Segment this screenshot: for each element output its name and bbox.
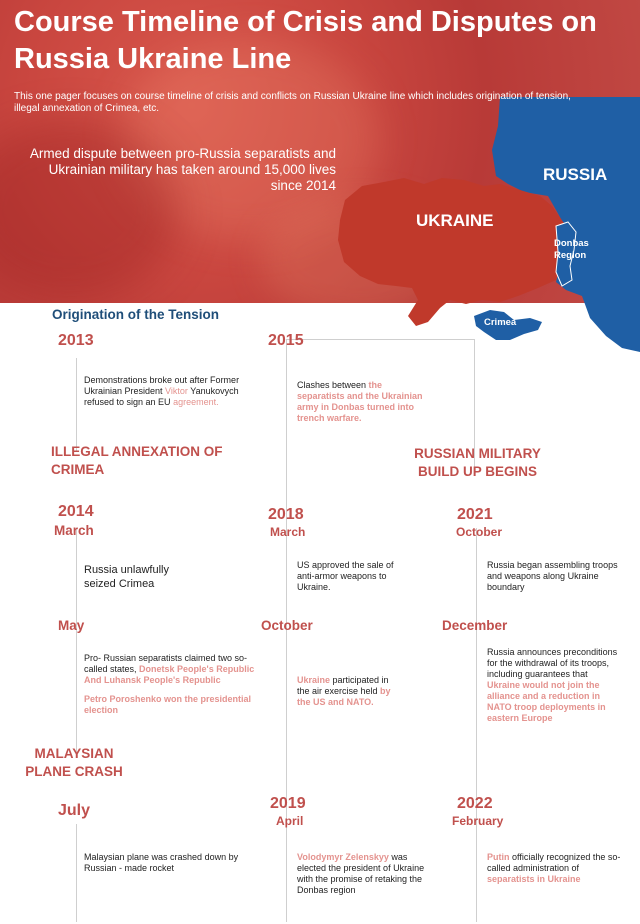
event-december-desc: Russia announces preconditions for the withdrawal of its troops, including guarantees that Ukraine would not join the alliance and a reduction in NATO troop deployments in eastern Europe	[487, 647, 618, 723]
donbas-label: Donbas Region	[554, 238, 589, 261]
year-2021: 2021	[457, 506, 493, 523]
month-april-2019: April	[276, 814, 304, 828]
page-subtitle: This one pager focuses on course timeline of crisis and conflicts on Russian Ukraine line which includes origination of tension, illegal annexation of Crimea, etc.	[14, 91, 571, 114]
event-2015-desc: Clashes between the separatists and the Ukrainian army in Donbas turned into trench warfare.	[297, 380, 423, 423]
timeline-connector	[286, 339, 474, 340]
event-2014-desc: Russia unlawfully seized Crimea	[84, 564, 169, 590]
section-title: Origination of the Tension	[52, 307, 219, 322]
event-july-desc: Malaysian plane was crashed down by Russian - made rocket	[84, 852, 239, 873]
month-march-2018: March	[270, 525, 306, 539]
event-2021-desc: Russia began assembling troops and weapons along Ukraine boundary	[487, 560, 618, 592]
month-july: July	[58, 802, 91, 819]
month-october-2018: October	[261, 618, 313, 633]
event-october-desc: Ukraine participated in the air exercise held by the US and NATO.	[297, 675, 391, 707]
year-2022: 2022	[457, 795, 493, 812]
timeline-connector	[76, 528, 77, 756]
crimea-label: Crimea	[484, 317, 517, 328]
event-2022-desc: Putin officially recognized the so-called administration of separatists in Ukraine	[487, 852, 621, 884]
casualty-quote: Armed dispute between pro-Russia separatists and Ukrainian military has taken around 15,000 lives since 2014	[29, 146, 336, 193]
event-2019-desc: Volodymyr Zelenskyy was elected the president of Ukraine with the promise of retaking the Donbas region	[297, 852, 425, 895]
year-2013: 2013	[58, 332, 94, 349]
heading-russian-military-buildup: RUSSIAN MILITARY BUILD UP BEGINS	[414, 446, 541, 479]
year-2015: 2015	[268, 332, 304, 349]
event-may-desc: Pro- Russian separatists claimed two so-called states, Donetsk People's Republic And Luhansk People's Republic Petro Poroshenko won the presidential election	[84, 653, 255, 715]
event-2013-desc: Demonstrations broke out after Former Ukrainian President Viktor Yanukovych refused to sign an EU agreement.	[84, 375, 240, 407]
year-2014: 2014	[58, 503, 94, 520]
month-october-2021: October	[456, 525, 503, 539]
month-march-2014: March	[54, 523, 94, 538]
event-2018-desc: US approved the sale of anti-armor weapons to Ukraine.	[297, 560, 394, 592]
heading-malaysian-plane-crash: MALAYSIAN PLANE CRASH	[25, 746, 123, 779]
timeline-connector	[76, 824, 77, 922]
month-december: December	[442, 618, 508, 633]
month-may: May	[58, 618, 85, 633]
month-february-2022: February	[452, 814, 504, 828]
page-title: Course Timeline of Crisis and Disputes on Russia Ukraine Line	[14, 6, 597, 75]
year-2019: 2019	[270, 795, 306, 812]
timeline-connector	[476, 528, 477, 922]
ukraine-label: UKRAINE	[416, 211, 494, 230]
timeline-connector	[76, 358, 77, 452]
russia-label: RUSSIA	[543, 165, 608, 184]
heading-illegal-annexation: ILLEGAL ANNEXATION OF CRIMEA	[51, 444, 223, 477]
year-2018: 2018	[268, 506, 304, 523]
ukraine-shape	[338, 178, 566, 326]
